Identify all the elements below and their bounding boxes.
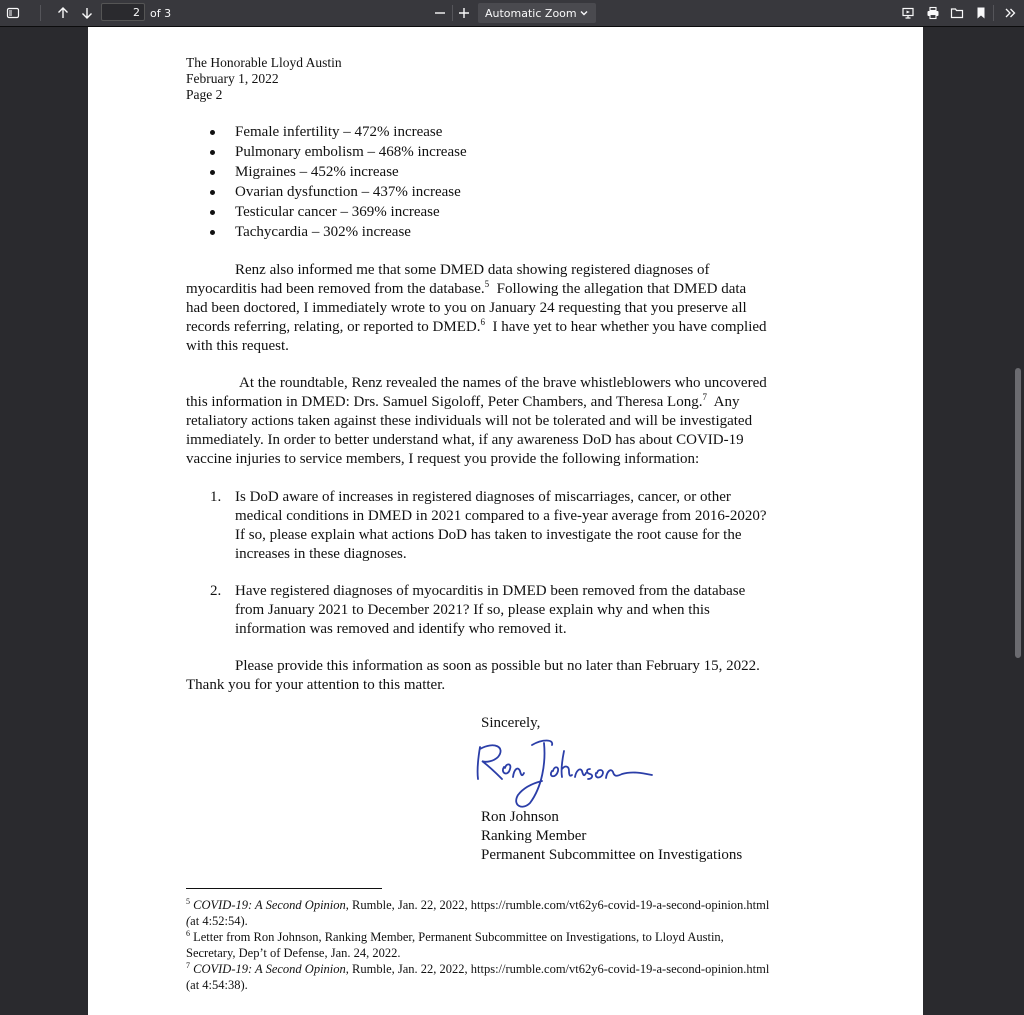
zoom-in-button[interactable] — [453, 3, 475, 23]
footnote-ref: 5 — [484, 279, 490, 289]
question-line: Have registered diagnoses of myocarditis in DMED been removed from the database — [235, 583, 746, 599]
footnote-number: 6 — [186, 929, 190, 938]
bullet-item: Tachycardia – 302% increase — [235, 224, 411, 240]
footnote-6 — [186, 929, 724, 945]
header-recipient: The Honorable Lloyd Austin — [186, 55, 342, 70]
question-number: 2. — [210, 583, 222, 599]
bullet-marker — [210, 230, 215, 235]
bullet-marker — [210, 130, 215, 135]
footnote-number: 7 — [186, 961, 190, 970]
footnote-title: COVID-19: A Second Opinion — [193, 962, 346, 976]
text-run: this information in DMED: Drs. Samuel Sigoloff, Peter Chambers, and Theresa Long. — [186, 394, 703, 410]
bookmark-button[interactable] — [970, 3, 992, 23]
text-run: records referring, relating, or reported to DMED. — [186, 319, 481, 335]
question-line: increases in these diagnoses. — [235, 546, 407, 562]
bullet-item: Migraines – 452% increase — [235, 164, 399, 180]
pdf-page — [88, 27, 923, 1015]
paragraph-line: retaliatory actions taken against these individuals will not be tolerated and will be investigated — [186, 413, 753, 429]
paragraph-line: with this request. — [186, 338, 289, 354]
bullet-marker — [210, 170, 215, 175]
zoom-out-button[interactable] — [429, 3, 451, 23]
double-chevron-right-icon — [1003, 6, 1017, 20]
bullet-item: Female infertility – 472% increase — [235, 124, 443, 140]
paragraph-line: Thank you for your attention to this matter. — [186, 677, 446, 693]
toolbar-separator — [40, 5, 41, 21]
text-run: Any — [706, 394, 740, 410]
folder-icon — [950, 6, 964, 20]
chevron-down-icon — [578, 7, 590, 19]
paragraph-line — [186, 318, 767, 337]
plus-icon — [457, 6, 471, 20]
footnote-7-cont: (at 4:54:38). — [186, 978, 248, 992]
minus-icon — [433, 6, 447, 20]
footnote-6-cont: Secretary, Dep’t of Defense, Jan. 24, 2022. — [186, 946, 401, 960]
paragraph-line: At the roundtable, Renz revealed the names of the brave whistleblowers who uncovered — [239, 375, 767, 391]
header-page: Page 2 — [186, 87, 223, 102]
sidebar-toggle-icon[interactable] — [2, 3, 24, 23]
signer-committee: Permanent Subcommittee on Investigations — [481, 847, 743, 863]
footnote-ref: 6 — [480, 317, 485, 327]
text-run: , Rumble, Jan. 22, 2022, https://rumble.com/vt62y6-covid-19-a-second-opinion.html — [345, 962, 770, 976]
text-run: at 4:52:54). — [190, 914, 248, 928]
vertical-scrollbar-thumb[interactable] — [1015, 368, 1021, 658]
bullet-marker — [210, 210, 215, 215]
footnote-divider — [186, 888, 382, 889]
pdf-toolbar — [0, 0, 1024, 27]
text-run: , Rumble, Jan. 22, 2022, https://rumble.com/vt62y6-covid-19-a-second-opinion.html — [345, 898, 770, 912]
text-run: Letter from Ron Johnson, Ranking Member, Permanent Subcommittee on Investigations, to Lloyd Austin, — [190, 930, 724, 944]
print-button[interactable] — [922, 3, 944, 23]
page-number-input[interactable] — [101, 3, 145, 21]
header-date: February 1, 2022 — [186, 71, 279, 86]
paragraph-line: Please provide this information as soon as possible but no later than February 15, 2022. — [235, 658, 760, 674]
salutation: Sincerely, — [481, 715, 541, 731]
arrow-up-icon — [56, 6, 70, 20]
footnote-title: COVID-19: A Second Opinion — [193, 898, 346, 912]
question-line: If so, please explain what actions DoD has taken to investigate the root cause for the — [235, 527, 742, 543]
question-line: information was removed and identify who removed it. — [235, 621, 567, 637]
bullet-marker — [210, 190, 215, 195]
bookmark-icon — [974, 6, 988, 20]
footnote-5-cont — [186, 913, 248, 929]
zoom-select[interactable] — [478, 3, 596, 23]
zoom-select-label: Automatic Zoom — [485, 6, 577, 20]
paragraph-line: had been doctored, I immediately wrote to you on January 24 requesting that you preserve all — [186, 300, 747, 316]
footnote-7 — [186, 961, 769, 977]
paragraph-line — [186, 393, 739, 412]
text-run: ( — [186, 914, 191, 928]
text-run: I have yet to hear whether you have complied — [484, 319, 767, 335]
question-number: 1. — [210, 489, 222, 505]
text-run: myocarditis had been removed from the database. — [186, 281, 485, 297]
signer-title: Ranking Member — [481, 828, 587, 844]
footnote-ref: 7 — [702, 392, 707, 402]
toolbar-separator — [993, 5, 994, 21]
signature-image — [472, 733, 662, 813]
bullet-item: Pulmonary embolism – 468% increase — [235, 144, 467, 160]
paragraph-line — [186, 280, 746, 299]
arrow-down-icon — [80, 6, 94, 20]
previous-page-button[interactable] — [52, 3, 74, 23]
question-line: from January 2021 to December 2021? If so, please explain why and when this — [235, 602, 710, 618]
bullet-marker — [210, 150, 215, 155]
print-icon — [926, 6, 940, 20]
signer-name: Ron Johnson — [481, 809, 559, 825]
paragraph-line: vaccine injuries to service members, I request you provide the following information: — [186, 451, 700, 467]
paragraph-line: immediately. In order to better understand what, if any awareness DoD has about COVID-19 — [186, 432, 744, 448]
next-page-button[interactable] — [76, 3, 98, 23]
page-count-label: of 3 — [150, 7, 172, 20]
text-run: Following the allegation that DMED data — [489, 281, 747, 297]
presentation-mode-button[interactable] — [897, 3, 919, 23]
bullet-item: Testicular cancer – 369% increase — [235, 204, 440, 220]
question-line: medical conditions in DMED in 2021 compared to a five-year average from 2016-2020? — [235, 508, 767, 524]
footnote-5 — [186, 897, 769, 913]
footnote-number: 5 — [186, 897, 190, 906]
presentation-icon — [901, 6, 915, 20]
question-line: Is DoD aware of increases in registered diagnoses of miscarriages, cancer, or other — [235, 489, 731, 505]
letter-header — [186, 55, 342, 103]
paragraph-line: Renz also informed me that some DMED data showing registered diagnoses of — [235, 262, 710, 278]
bullet-item: Ovarian dysfunction – 437% increase — [235, 184, 461, 200]
tools-menu-button[interactable] — [999, 3, 1021, 23]
open-file-button[interactable] — [946, 3, 968, 23]
